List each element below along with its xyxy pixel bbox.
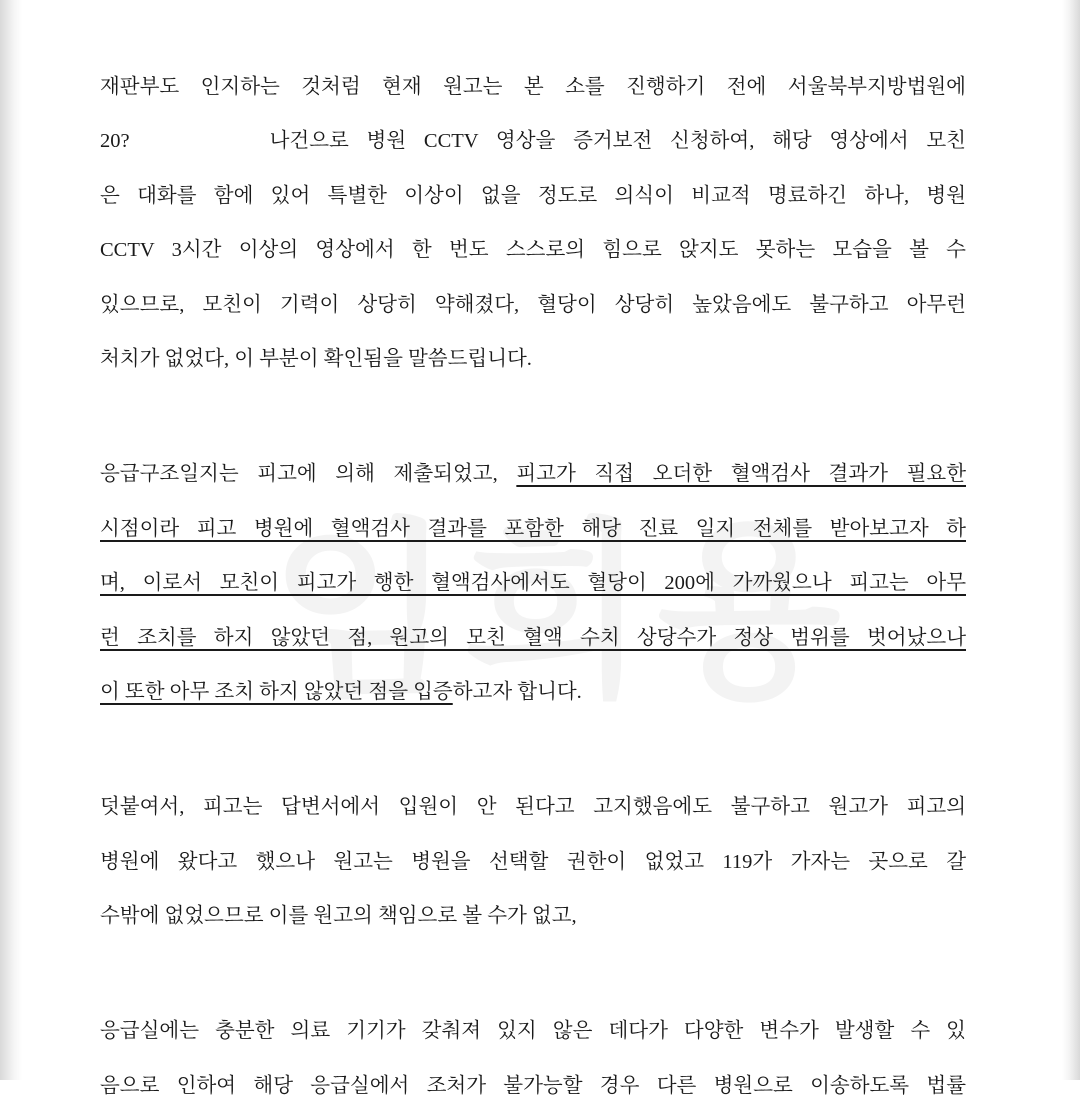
text-line [100, 556, 966, 610]
text-fragment: 응급구조일지는 피고에 의해 제출되었고, [100, 463, 517, 486]
text-line: 수밖에 없었으므로 이를 원고의 책임으로 볼 수가 없고, [100, 905, 577, 928]
text-fragment: 하고자 합니다. [452, 680, 582, 703]
text-line [100, 611, 966, 665]
text-line: 재판부도 인지하는 것처럼 현재 원고는 본 소를 진행하기 전에 서울북부지방법원에 [100, 76, 966, 98]
underlined-text: 이 또한 아무 조치 하지 않았던 점을 입증 [100, 680, 453, 703]
underlined-text: 피고가 직접 오더한 혈액검사 결과가 필요한 [516, 463, 966, 486]
redaction-block [130, 133, 270, 153]
paragraph-emergency-room [100, 1004, 966, 1113]
text-line [100, 665, 966, 719]
text-line: 은 대화를 함에 있어 특별한 이상이 없을 정도로 의식이 비교적 명료하긴 하나, 병원 [100, 184, 966, 207]
underlined-text: 런 조치를 하지 않았던 점, 원고의 모친 혈액 수치 상당수가 정상 범위를 벗어났으나 [100, 626, 966, 649]
underlined-text: 시점이라 피고 병원에 혈액검사 결과를 포함한 해당 진료 일지 전체를 받아보고자 하 [100, 517, 966, 540]
text-line-redacted [100, 114, 966, 168]
scan-edge-left [0, 0, 22, 1080]
paragraph-hospital-choice [100, 780, 966, 943]
text-line [100, 447, 966, 501]
text-line: 있으므로, 모친이 기력이 상당히 약해졌다, 혈당이 상당히 높았음에도 불구하고 아무런 [100, 293, 966, 316]
paragraph-cctv-evidence [100, 60, 966, 386]
underlined-text: 며, 이로서 모친이 피고가 행한 혈액검사에서도 혈당이 200에 가까웠으나 피고는 아무 [100, 572, 966, 595]
text-line: 처치가 없었다, 이 부분이 확인됨을 말씀드립니다. [100, 347, 532, 370]
text-line [100, 502, 966, 556]
text-line: 덧붙여서, 피고는 답변서에서 입원이 안 된다고 고지했음에도 불구하고 원고가 피고의 [100, 796, 966, 819]
text-fragment: 나건으로 병원 CCTV 영상을 증거보전 신청하여, 해당 영상에서 모친 [269, 130, 966, 153]
document-page [100, 60, 966, 1113]
scan-edge-right [1062, 0, 1080, 1080]
text-line: CCTV 3시간 이상의 영상에서 한 번도 스스로의 힘으로 앉지도 못하는 모습을 볼 수 [100, 239, 966, 262]
text-line: 응급실에는 충분한 의료 기기가 갖춰져 있지 않은 데다가 다양한 변수가 발생할 수 있 [100, 1020, 966, 1043]
text-line: 병원에 왔다고 했으나 원고는 병원을 선택할 권한이 없었고 119가 가자는 곳으로 갈 [100, 850, 966, 873]
text-line: 음으로 인하여 해당 응급실에서 조처가 불가능할 경우 다른 병원으로 이송하도록 법률 [100, 1074, 966, 1097]
paragraph-emergency-log [100, 447, 966, 719]
case-number-fragment: 20? [100, 130, 130, 153]
